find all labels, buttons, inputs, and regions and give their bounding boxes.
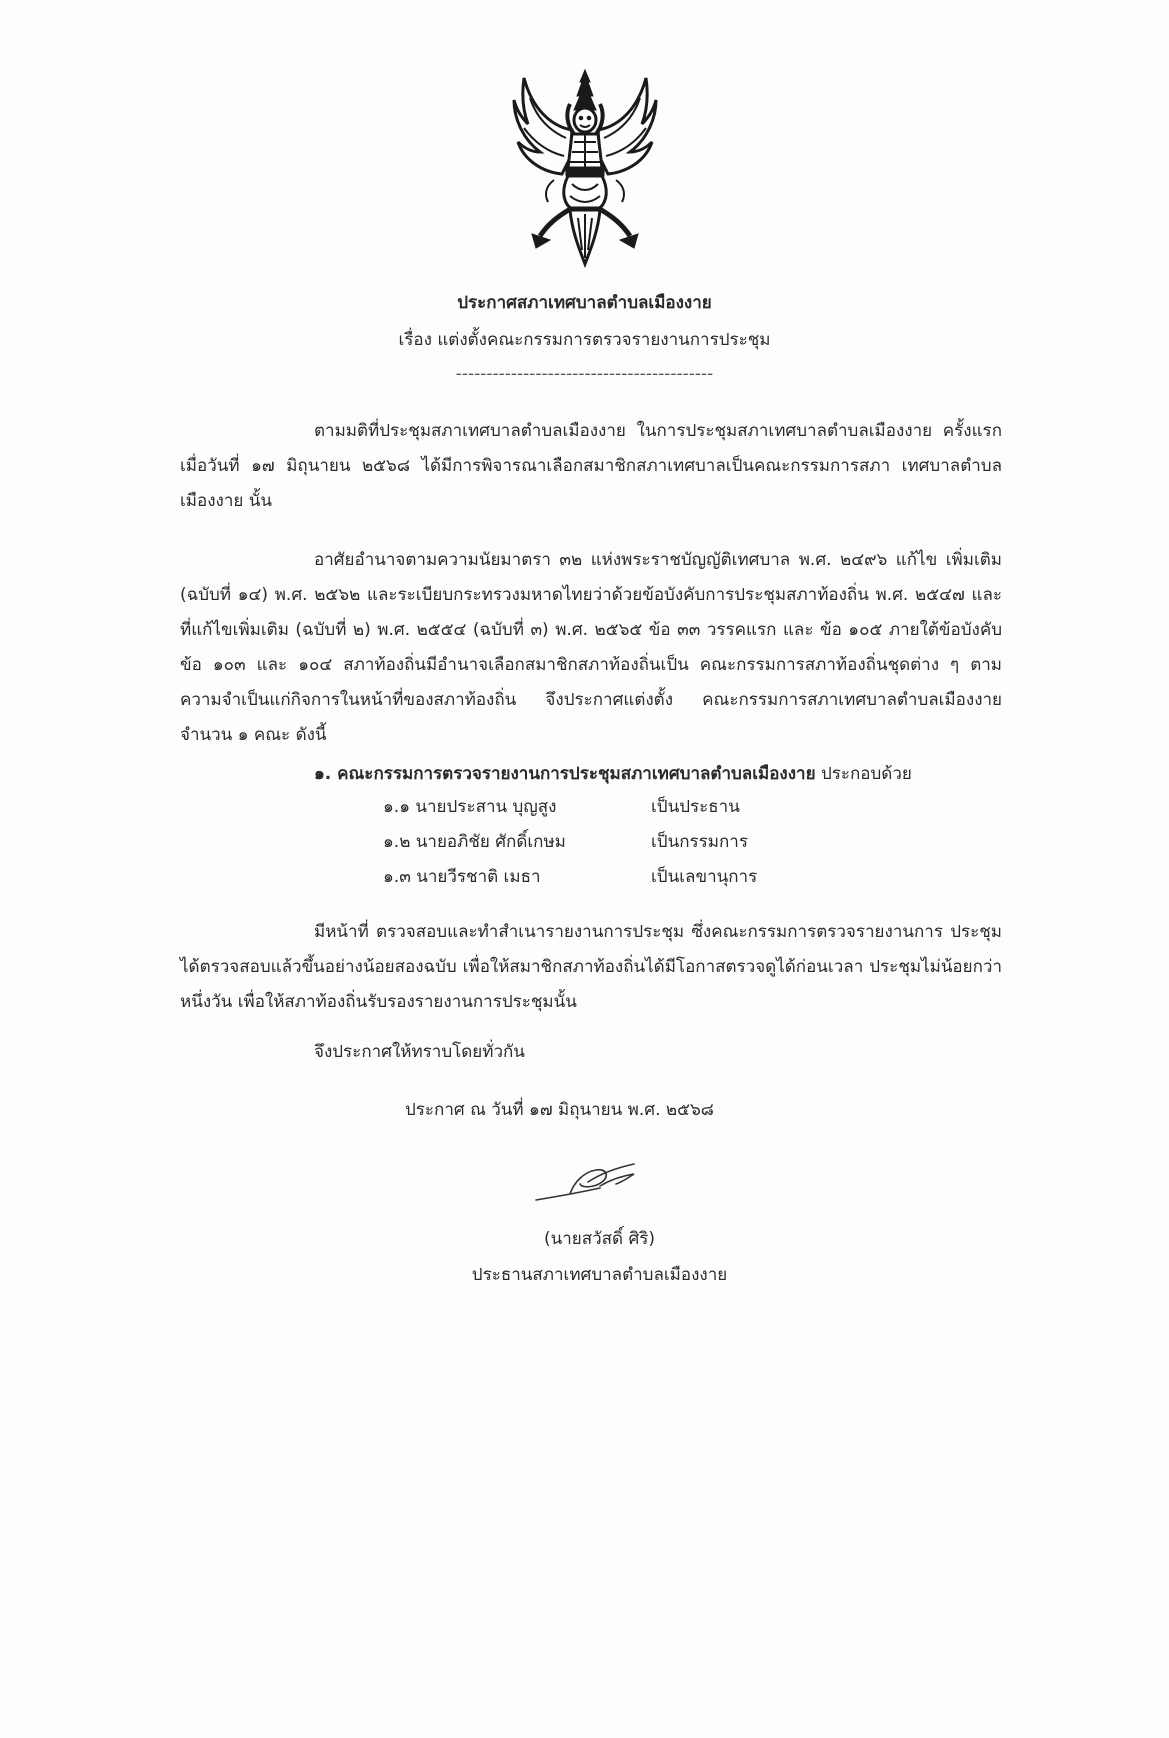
paragraph-legal-authority: อาศัยอำนาจตามความนัยมาตรา ๓๒ แห่งพระราชบัญญัติเทศบาล พ.ศ. ๒๔๙๖ แก้ไข เพิ่มเติม (ฉบับที่ ๑๔) พ.ศ. ๒๕๖๒ และระเบียบกระทรวงมหาดไทยว่าด้วยข้อบังคับการประชุมสภาท้องถิ่น พ.ศ. ๒๕๔๗ และที่แก้ไขเพิ่มเติม (ฉบับที่ ๒) พ.ศ. ๒๕๕๔ (ฉบับที่ ๓) พ.ศ. ๒๕๖๕ ข้อ ๓๓ วรรคแรก และ ข้อ ๑๐๕ ภายใต้ข้อบังคับ ข้อ ๑๐๓ และ ๑๐๔ สภาท้องถิ่นมีอำนาจเลือกสมาชิกสภาท้องถิ่นเป็น คณะกรรมการสภาท้องถิ่นชุดต่าง ๆ ตามความจำเป็นแก่กิจการในหน้าที่ของสภาท้องถิ่น จึงประกาศแต่งตั้ง คณะกรรมการสภาเทศบาลตำบลเมืองงาย จำนวน ๑ คณะ ดังนี้	[180, 550, 1002, 745]
member-role: เป็นประธาน	[651, 797, 740, 817]
committee-heading-title: ๑. คณะกรรมการตรวจรายงานการประชุมสภาเทศบาลตำบลเมืองงาย	[314, 764, 816, 784]
garuda-emblem-icon	[510, 68, 660, 268]
signatory-position: ประธานสภาเทศบาลตำบลเมืองงาย	[471, 1265, 728, 1285]
member-name: ๑.๒ นายอภิชัย ศักดิ์เกษม	[383, 832, 566, 852]
paragraph-duties: มีหน้าที่ ตรวจสอบและทำสำเนารายงานการประชุม ซึ่งคณะกรรมการตรวจรายงานการ ประชุมได้ตรวจสอบแล้วขึ้นอย่างน้อยสองฉบับ เพื่อให้สมาชิกสภาท้องถิ่นได้มีโอกาสตรวจดูได้ก่อนเวลา ประชุมไม่น้อยกว่าหนึ่งวัน เพื่อให้สภาท้องถิ่นรับรองรายงานการประชุมนั้น	[180, 922, 1002, 1012]
announcement-subject: เรื่อง แต่งตั้งคณะกรรมการตรวจรายงานการประชุม	[398, 330, 771, 350]
signatory-name: (นายสวัสดิ์ ศิริ)	[543, 1229, 656, 1249]
handwritten-signature	[530, 1158, 650, 1206]
header-divider: ------------------------------------------	[455, 364, 714, 384]
member-name: ๑.๑ นายประสาน บุญสูง	[383, 797, 557, 817]
announcement-title: ประกาศสภาเทศบาลตำบลเมืองงาย	[457, 293, 712, 313]
member-role: เป็นกรรมการ	[651, 832, 748, 852]
member-name: ๑.๓ นายวีรชาติ เมธา	[383, 867, 541, 887]
member-role: เป็นเลขานุการ	[651, 867, 758, 887]
announcement-date: ประกาศ ณ วันที่ ๑๗ มิถุนายน พ.ศ. ๒๕๖๘	[405, 1100, 714, 1120]
committee-heading	[314, 762, 912, 786]
paragraph-resolution: ตามมติที่ประชุมสภาเทศบาลตำบลเมืองงาย ในการประชุมสภาเทศบาลตำบลเมืองงาย ครั้งแรก เมื่อวันที่ ๑๗ มิถุนายน ๒๕๖๘ ได้มีการพิจารณาเลือกสมาชิกสภาเทศบาลเป็นคณะกรรมการสภา เทศบาลตำบลเมืองงาย นั้น	[180, 421, 1002, 511]
committee-heading-suffix: ประกอบด้วย	[815, 764, 912, 784]
closing-statement: จึงประกาศให้ทราบโดยทั่วกัน	[314, 1042, 525, 1062]
